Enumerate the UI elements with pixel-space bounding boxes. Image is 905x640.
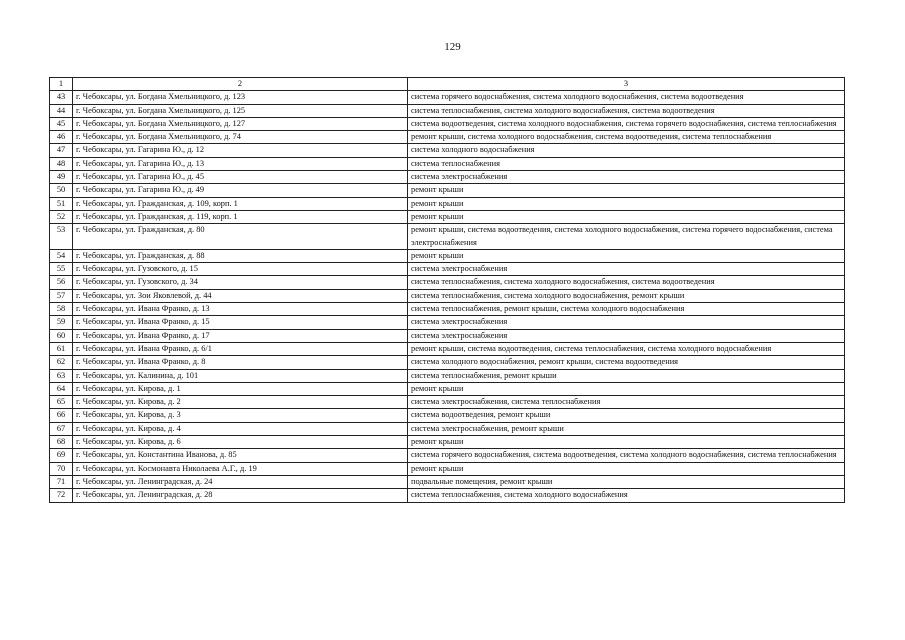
row-address: г. Чебоксары, ул. Гагарина Ю., д. 13 <box>73 157 408 170</box>
row-works: система электроснабжения, система теплоснабжения <box>408 396 845 409</box>
row-works: система электроснабжения, ремонт крыши <box>408 422 845 435</box>
row-number: 72 <box>50 489 73 502</box>
row-number: 59 <box>50 316 73 329</box>
row-works: ремонт крыши <box>408 436 845 449</box>
header-col-address: 2 <box>73 78 408 91</box>
row-address: г. Чебоксары, ул. Космонавта Николаева А.Г., д. 19 <box>73 462 408 475</box>
row-works: ремонт крыши, система водоотведения, система холодного водоснабжения, система горячего водоснабжения, система электроснабжения <box>408 224 845 250</box>
row-address: г. Чебоксары, ул. Кирова, д. 4 <box>73 422 408 435</box>
row-works: система холодного водоснабжения <box>408 144 845 157</box>
row-address: г. Чебоксары, ул. Гражданская, д. 80 <box>73 224 408 250</box>
row-works: ремонт крыши, система холодного водоснабжения, система водоотведения, система теплоснабжения <box>408 131 845 144</box>
page-number: 129 <box>444 41 461 53</box>
row-address: г. Чебоксары, ул. Ивана Франко, д. 8 <box>73 356 408 369</box>
row-address: г. Чебоксары, ул. Гузовского, д. 34 <box>73 276 408 289</box>
row-number: 47 <box>50 144 73 157</box>
row-number: 46 <box>50 131 73 144</box>
row-number: 60 <box>50 329 73 342</box>
row-works: ремонт крыши <box>408 462 845 475</box>
row-number: 50 <box>50 184 73 197</box>
row-address: г. Чебоксары, ул. Гузовского, д. 15 <box>73 263 408 276</box>
row-works: система горячего водоснабжения, система водоотведения, система холодного водоснабжения, система теплоснабжения <box>408 449 845 462</box>
row-address: г. Чебоксары, ул. Богдана Хмельницкого, д. 127 <box>73 117 408 130</box>
row-works: ремонт крыши <box>408 382 845 395</box>
table-row <box>50 449 845 462</box>
table-row <box>50 171 845 184</box>
row-works: система теплоснабжения, система холодного водоснабжения <box>408 489 845 502</box>
row-address: г. Чебоксары, ул. Кирова, д. 2 <box>73 396 408 409</box>
row-number: 57 <box>50 289 73 302</box>
row-address: г. Чебоксары, ул. Гражданская, д. 109, корп. 1 <box>73 197 408 210</box>
table-row <box>50 157 845 170</box>
row-works: подвальные помещения, ремонт крыши <box>408 475 845 488</box>
row-works: система электроснабжения <box>408 263 845 276</box>
row-number: 56 <box>50 276 73 289</box>
row-works: ремонт крыши, система водоотведения, система теплоснабжения, система холодного водоснабжения <box>408 342 845 355</box>
row-number: 44 <box>50 104 73 117</box>
row-number: 68 <box>50 436 73 449</box>
row-works: система водоотведения, ремонт крыши <box>408 409 845 422</box>
row-works: система теплоснабжения <box>408 157 845 170</box>
row-works: ремонт крыши <box>408 197 845 210</box>
row-number: 52 <box>50 210 73 223</box>
row-works: система электроснабжения <box>408 329 845 342</box>
row-address: г. Чебоксары, ул. Ленинградская, д. 28 <box>73 489 408 502</box>
table-row <box>50 462 845 475</box>
row-number: 61 <box>50 342 73 355</box>
row-address: г. Чебоксары, ул. Богдана Хмельницкого, д. 125 <box>73 104 408 117</box>
row-works: ремонт крыши <box>408 210 845 223</box>
row-number: 58 <box>50 303 73 316</box>
table-row <box>50 197 845 210</box>
row-number: 63 <box>50 369 73 382</box>
table-row <box>50 382 845 395</box>
row-address: г. Чебоксары, ул. Гражданская, д. 119, корп. 1 <box>73 210 408 223</box>
table-header-row <box>50 78 845 91</box>
row-address: г. Чебоксары, ул. Константина Иванова, д. 85 <box>73 449 408 462</box>
row-works: система теплоснабжения, система холодного водоснабжения, ремонт крыши <box>408 289 845 302</box>
row-works: система теплоснабжения, система холодного водоснабжения, система водоотведения <box>408 104 845 117</box>
table-row <box>50 224 845 250</box>
table-row <box>50 210 845 223</box>
row-works: ремонт крыши <box>408 184 845 197</box>
table-row <box>50 184 845 197</box>
row-address: г. Чебоксары, ул. Гагарина Ю., д. 49 <box>73 184 408 197</box>
row-works: ремонт крыши <box>408 249 845 262</box>
row-address: г. Чебоксары, ул. Ивана Франко, д. 15 <box>73 316 408 329</box>
row-address: г. Чебоксары, ул. Богдана Хмельницкого, д. 74 <box>73 131 408 144</box>
housing-works-table <box>49 77 845 503</box>
row-number: 66 <box>50 409 73 422</box>
row-number: 45 <box>50 117 73 130</box>
table-row <box>50 396 845 409</box>
table-row <box>50 289 845 302</box>
table-row <box>50 276 845 289</box>
table-row <box>50 409 845 422</box>
row-number: 54 <box>50 249 73 262</box>
table-row <box>50 263 845 276</box>
row-number: 69 <box>50 449 73 462</box>
row-works: система электроснабжения <box>408 316 845 329</box>
table-row <box>50 303 845 316</box>
row-number: 70 <box>50 462 73 475</box>
row-works: система теплоснабжения, система холодного водоснабжения, система водоотведения <box>408 276 845 289</box>
row-works: система теплоснабжения, ремонт крыши, система холодного водоснабжения <box>408 303 845 316</box>
row-address: г. Чебоксары, ул. Гагарина Ю., д. 45 <box>73 171 408 184</box>
row-number: 51 <box>50 197 73 210</box>
row-address: г. Чебоксары, ул. Ивана Франко, д. 13 <box>73 303 408 316</box>
table-row <box>50 117 845 130</box>
row-number: 67 <box>50 422 73 435</box>
row-address: г. Чебоксары, ул. Калинина, д. 101 <box>73 369 408 382</box>
row-address: г. Чебоксары, ул. Ленинградская, д. 24 <box>73 475 408 488</box>
row-number: 65 <box>50 396 73 409</box>
header-col-number: 1 <box>50 78 73 91</box>
row-works: система теплоснабжения, ремонт крыши <box>408 369 845 382</box>
row-address: г. Чебоксары, ул. Зои Яковлевой, д. 44 <box>73 289 408 302</box>
row-address: г. Чебоксары, ул. Кирова, д. 3 <box>73 409 408 422</box>
table-row <box>50 144 845 157</box>
row-address: г. Чебоксары, ул. Гражданская, д. 88 <box>73 249 408 262</box>
row-works: система водоотведения, система холодного водоснабжения, система горячего водоснабжения, система теплоснабжения <box>408 117 845 130</box>
table-row <box>50 316 845 329</box>
header-col-works: 3 <box>408 78 845 91</box>
table-row <box>50 131 845 144</box>
table-row <box>50 342 845 355</box>
row-number: 49 <box>50 171 73 184</box>
row-number: 53 <box>50 224 73 250</box>
row-number: 71 <box>50 475 73 488</box>
row-address: г. Чебоксары, ул. Ивана Франко, д. 6/1 <box>73 342 408 355</box>
row-address: г. Чебоксары, ул. Кирова, д. 6 <box>73 436 408 449</box>
row-works: система холодного водоснабжения, ремонт крыши, система водоотведения <box>408 356 845 369</box>
table-row <box>50 356 845 369</box>
table-row <box>50 249 845 262</box>
table-row <box>50 436 845 449</box>
row-address: г. Чебоксары, ул. Ивана Франко, д. 17 <box>73 329 408 342</box>
row-number: 43 <box>50 91 73 104</box>
row-number: 55 <box>50 263 73 276</box>
table-row <box>50 329 845 342</box>
row-number: 48 <box>50 157 73 170</box>
row-number: 62 <box>50 356 73 369</box>
row-works: система электроснабжения <box>408 171 845 184</box>
table-row <box>50 91 845 104</box>
table-row <box>50 489 845 502</box>
table-row <box>50 422 845 435</box>
table-row <box>50 475 845 488</box>
row-address: г. Чебоксары, ул. Богдана Хмельницкого, д. 123 <box>73 91 408 104</box>
row-address: г. Чебоксары, ул. Кирова, д. 1 <box>73 382 408 395</box>
table-row <box>50 104 845 117</box>
table-row <box>50 369 845 382</box>
row-address: г. Чебоксары, ул. Гагарина Ю., д. 12 <box>73 144 408 157</box>
row-number: 64 <box>50 382 73 395</box>
row-works: система горячего водоснабжения, система холодного водоснабжения, система водоотведения <box>408 91 845 104</box>
